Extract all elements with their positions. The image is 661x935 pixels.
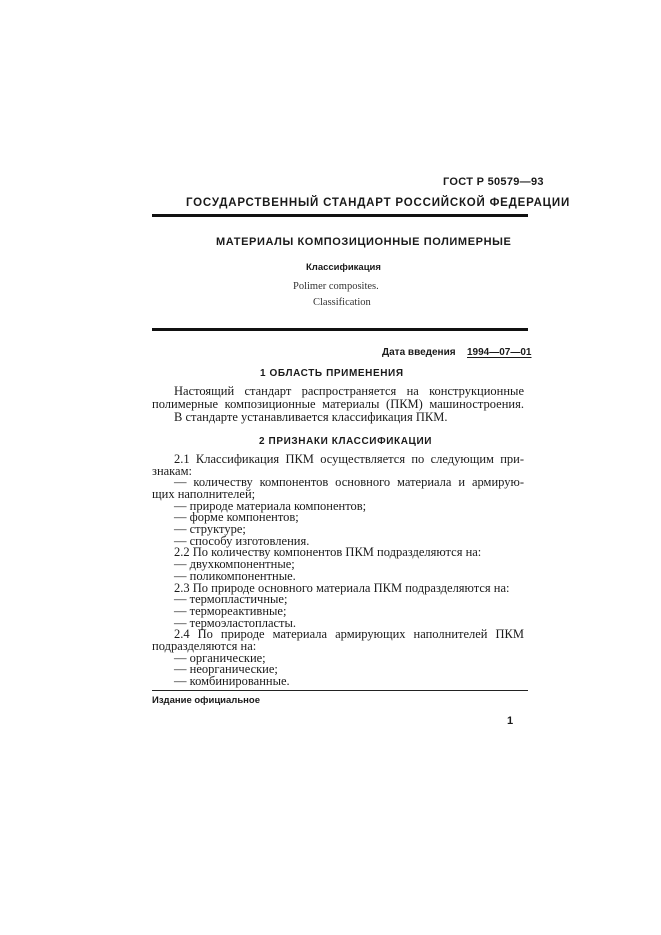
english-title-line1: Polimer composites. [293, 281, 379, 292]
top-divider [152, 214, 528, 217]
section2-line: — термореактивные; [174, 604, 287, 618]
section2-line: — органические; [174, 651, 266, 665]
section1-line: полимерные композиционные материалы (ПКМ) машиностроения. [152, 397, 524, 411]
section2-line: — двухкомпонентные; [174, 557, 295, 571]
document-title: МАТЕРИАЛЫ КОМПОЗИЦИОННЫЕ ПОЛИМЕРНЫЕ [216, 236, 512, 248]
official-edition-label: Издание официальное [152, 695, 260, 706]
section2-line: — комбинированные. [174, 674, 290, 688]
section2-line: 2.3 По природе основного материала ПКМ подразделяются на: [174, 581, 510, 595]
section2-line: подразделяются на: [152, 639, 257, 653]
page-number: 1 [507, 715, 514, 727]
section2-line: знакам: [152, 464, 192, 478]
section1-line: В стандарте устанавливается классификация ПКМ. [174, 410, 448, 424]
section2-line: — природе материала компонентов; [174, 499, 367, 513]
section2-line: — термопластичные; [174, 592, 288, 606]
section2-line: — поликомпонентные. [174, 569, 296, 583]
document-code: ГОСТ Р 50579—93 [443, 176, 544, 188]
section2-line: 2.4 По природе материала армирующих наполнителей ПКМ [174, 627, 524, 641]
section2-line: щих наполнителей; [152, 487, 256, 501]
section2-line: — способу изготовления. [174, 534, 310, 548]
section2-line: — форме компонентов; [174, 510, 299, 524]
section2-line: — количеству компонентов основного материала и армирую- [174, 475, 524, 489]
document-subtitle: Классификация [306, 262, 381, 273]
section2-line: — структуре; [174, 522, 246, 536]
section1-title: 1 ОБЛАСТЬ ПРИМЕНЕНИЯ [260, 368, 404, 379]
middle-divider [152, 328, 528, 331]
section2-line: 2.2 По количеству компонентов ПКМ подразделяются на: [174, 545, 482, 559]
section2-line: — неорганические; [174, 662, 278, 676]
footer-divider [152, 690, 528, 691]
standard-heading: ГОСУДАРСТВЕННЫЙ СТАНДАРТ РОССИЙСКОЙ ФЕДЕРАЦИИ [186, 197, 571, 209]
section2-line: — термоэластопласты. [174, 616, 297, 630]
intro-date-label: Дата введения [382, 347, 456, 358]
section2-line: 2.1 Классификация ПКМ осуществляется по следующим при- [174, 452, 524, 466]
section1-line: Настоящий стандарт распространяется на конструкционные [174, 384, 524, 398]
english-title-line2: Classification [313, 297, 371, 308]
intro-date-value: 1994—07—01 [467, 347, 532, 358]
section2-title: 2 ПРИЗНАКИ КЛАССИФИКАЦИИ [259, 436, 433, 447]
